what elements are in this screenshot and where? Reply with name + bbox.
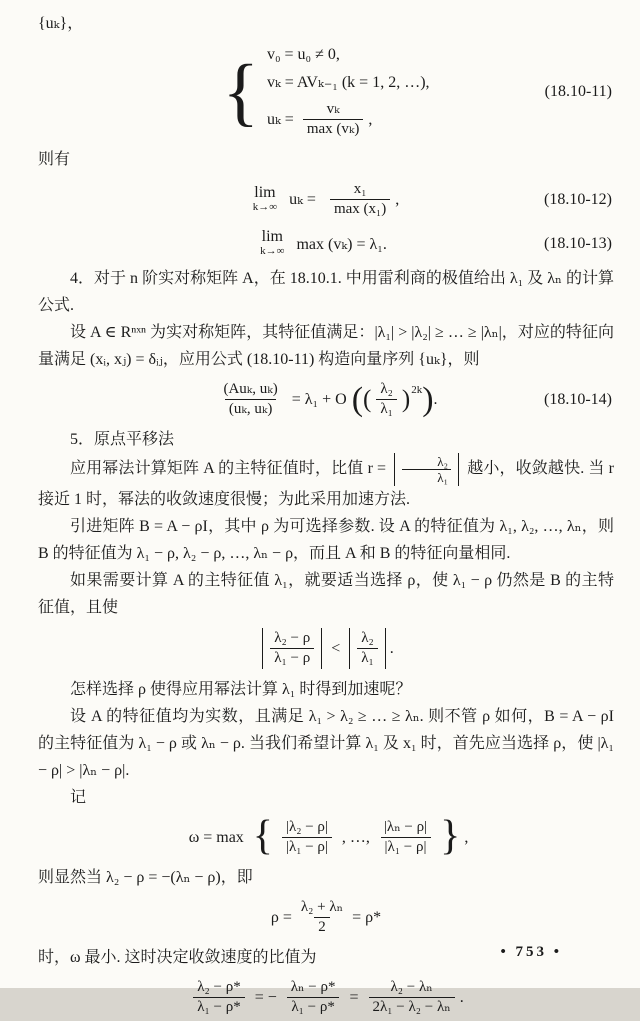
equation-final-ratio (38, 974, 614, 1021)
math-text: ω = max (188, 829, 244, 846)
equation-number: (18.10-11) (544, 82, 612, 100)
lim-subscript: k→∞ (252, 200, 278, 213)
math-text: = (349, 989, 359, 1006)
system-lines (267, 44, 430, 139)
math-text: , (395, 191, 400, 208)
paragraph-convergence-ratio (38, 453, 614, 513)
final-fraction-3 (369, 978, 455, 1017)
fraction-denominator: |λ₁ − ρ| (381, 837, 431, 857)
fraction-numerator: λ₂ − λₙ (390, 979, 433, 995)
math-text: uₖ = (266, 111, 298, 128)
fraction-numerator: λ₂ − ρ* (197, 979, 241, 995)
system-line-2: vₖ = AVₖ₋₁ (k = 1, 2, …), (266, 74, 430, 91)
fraction-denominator: max (vₖ) (303, 119, 364, 139)
fraction-denominator: 2λ₁ − λ₂ − λₙ (369, 997, 455, 1017)
fraction-denominator: λ₁ (402, 469, 451, 485)
math-text: ρ = (270, 909, 292, 926)
math-text: = λ₁ + O (291, 391, 347, 408)
lambda-ratio-fraction (402, 454, 451, 485)
fraction-numerator: |λ₂ − ρ| (285, 819, 328, 835)
equation-number: (18.10-12) (544, 190, 612, 208)
equation-18-10-12 (38, 176, 614, 223)
limit-fraction (330, 180, 390, 219)
math-text: uₖ = (289, 191, 320, 208)
equation-18-10-14: $\frac{\text{(Auₖ, uₖ)}}{\text{(uₖ, uₖ)}}$ = λ₁ + O ( ( $\frac{\text{λ₂}}{\text{λ₁}}$ ) $^{2k}$ ) . (18.10-14) (38, 376, 614, 423)
limit-operator (260, 230, 284, 258)
lambda-ratio-fraction (357, 629, 378, 668)
normalization-fraction (303, 100, 364, 139)
omega-fraction-1 (282, 818, 332, 857)
math-text: . (433, 391, 438, 408)
paragraph-obviously: 则显然当 λ₂ − ρ = −(λₙ − ρ)，即 (38, 869, 253, 886)
absolute-value-bars (394, 453, 459, 486)
fraction-denominator: max (x₁) (330, 199, 390, 219)
paragraph-choose-rho: 如果需要计算 A 的主特征值 λ₁，就要适当选择 ρ，使 λ₁ − ρ 仍然是 B 的主特征值，且使 (38, 572, 614, 616)
fraction-numerator: x₁ (353, 181, 367, 197)
fraction-numerator: λ₂ (361, 630, 374, 646)
text-run: 应用幂法计算矩阵 A 的主特征值时，比值 r = (70, 460, 391, 478)
continuation-text: {uₖ}， (38, 15, 84, 32)
math-text: . (389, 640, 394, 657)
math-text: , …, (341, 829, 370, 846)
paragraph-question: 怎样选择 ρ 使得应用幂法计算 λ₁ 时得到加速呢？ (70, 681, 412, 698)
equation-18-10-13 (38, 226, 614, 262)
page-number: • 753 • (500, 944, 562, 960)
math-text: , (368, 111, 373, 128)
paragraph-real-eigenvalues: 设 A 的特征值均为实数，且满足 λ₁ > λ₂ ≥ … ≥ λₙ. 则不管 ρ 如何，B = A − ρI 的主特征值为 λ₁ − ρ 或 λₙ − ρ. 当我们希望计算 λ₁ 及 x₁ 时，首先应当选择 ρ，使 |λ₁ − ρ| > |λₙ − ρ|. (38, 708, 614, 779)
fraction-numerator: (Auₖ, uₖ) (223, 381, 278, 397)
fraction-denominator: λ₁ − ρ* (193, 997, 244, 1017)
final-fraction-2 (287, 978, 340, 1017)
paragraph-symmetric-setup: 设 A ∈ Rⁿˣⁿ 为实对称矩阵，其特征值满足：|λ₁| > |λ₂| ≥ … ≥ |λₙ|，对应的特征向量满足 (xᵢ, xⱼ) = δᵢⱼ，应用公式 (18.10-11) 构造向量序列 {uₖ}，则 (38, 324, 614, 368)
equation-18-10-11 (38, 40, 614, 143)
text-run: 越小，收敛越快. 当 r 接近 1 时，幂法的收敛速度很慢；为此采用加速方法. (38, 460, 614, 508)
equation-number: (18.10-14) (544, 390, 612, 408)
fraction-denominator: λ₁ (357, 648, 378, 668)
fraction-denominator: |λ₁ − ρ| (282, 837, 332, 857)
section-heading-5: 5．原点平移法 (70, 431, 175, 448)
system-line-1: v₀ = u₀ ≠ 0, (266, 46, 340, 63)
lambda-ratio-fraction (376, 380, 397, 419)
shifted-ratio-fraction (270, 629, 314, 668)
equation-omega: ω = max { $\frac{\text{|λ₂ − ρ|}}{\text{|λ₁ − ρ|}}$ , …, $\frac{\text{|λₙ − ρ|}}{\text{|λ₁ − ρ|}}$ } , (188, 812, 469, 859)
paragraph-shift-matrix: 引进矩阵 B = A − ρI，其中 ρ 为可选择参数. 设 A 的特征值为 λ₁, λ₂, …, λₙ，则 B 的特征值为 λ₁ − ρ, λ₂ − ρ, …, λₙ − ρ，而且 A 和 B 的特征向量相同. (38, 518, 614, 562)
fraction-numerator: vₖ (326, 101, 340, 117)
rayleigh-quotient-fraction (219, 380, 281, 419)
math-text: , (464, 829, 469, 846)
absolute-value-bars (262, 628, 322, 669)
fraction-denominator: λ₁ (376, 399, 397, 419)
math-text: = − (254, 989, 277, 1006)
final-fraction-1 (193, 978, 244, 1017)
fraction-denominator: λ₁ − ρ* (287, 997, 338, 1017)
inequality-sign: < (331, 640, 341, 657)
fraction-numerator: λₙ − ρ* (290, 979, 336, 995)
math-text: max (vₖ) = λ₁. (296, 235, 387, 253)
power-method-system: { v₀ = u₀ ≠ 0, vₖ = AVₖ₋₁ (k = 1, 2, …), uₖ = $\frac{\text{vₖ}}{\text{max (vₖ)}}$ , (222, 46, 430, 137)
lim-subscript: k→∞ (260, 245, 285, 257)
optimal-rho-fraction (297, 898, 347, 937)
system-line-3 (267, 100, 372, 139)
math-text: = ρ* (352, 909, 382, 926)
absolute-value-bars (349, 628, 386, 669)
omega-fraction-2 (380, 818, 431, 857)
fraction-numerator: |λₙ − ρ| (383, 819, 428, 835)
fraction-numerator: λ₂ (437, 454, 449, 469)
fraction-denominator: (uₖ, uₖ) (225, 399, 276, 419)
equation-optimal-rho (38, 894, 614, 941)
equation-ratio-inequality (38, 624, 614, 673)
paragraph-denote: 记 (70, 789, 87, 806)
connector-text: 则有 (38, 151, 71, 168)
fraction-numerator: λ₂ + λₙ (300, 899, 344, 915)
fraction-denominator: 2 (314, 917, 330, 937)
fraction-numerator: λ₂ (380, 381, 393, 397)
limit-operator (252, 183, 278, 214)
paragraph-omega-minimal: 时，ω 最小. 这时决定收敛速度的比值为 (38, 949, 317, 966)
exponent: 2k (411, 384, 423, 396)
paragraph-item-4: 4．对于 n 阶实对称矩阵 A，在 18.10.1. 中用雷利商的极值给出 λ₁ 及 λₙ 的计算公式. (38, 270, 614, 314)
lim-text: lim (254, 183, 276, 201)
equation-number: (18.10-13) (544, 235, 612, 252)
lim-text: lim (261, 228, 283, 245)
fraction-numerator: λ₂ − ρ (274, 630, 311, 646)
fraction-denominator: λ₁ − ρ (270, 648, 314, 668)
math-text: . (459, 989, 464, 1006)
